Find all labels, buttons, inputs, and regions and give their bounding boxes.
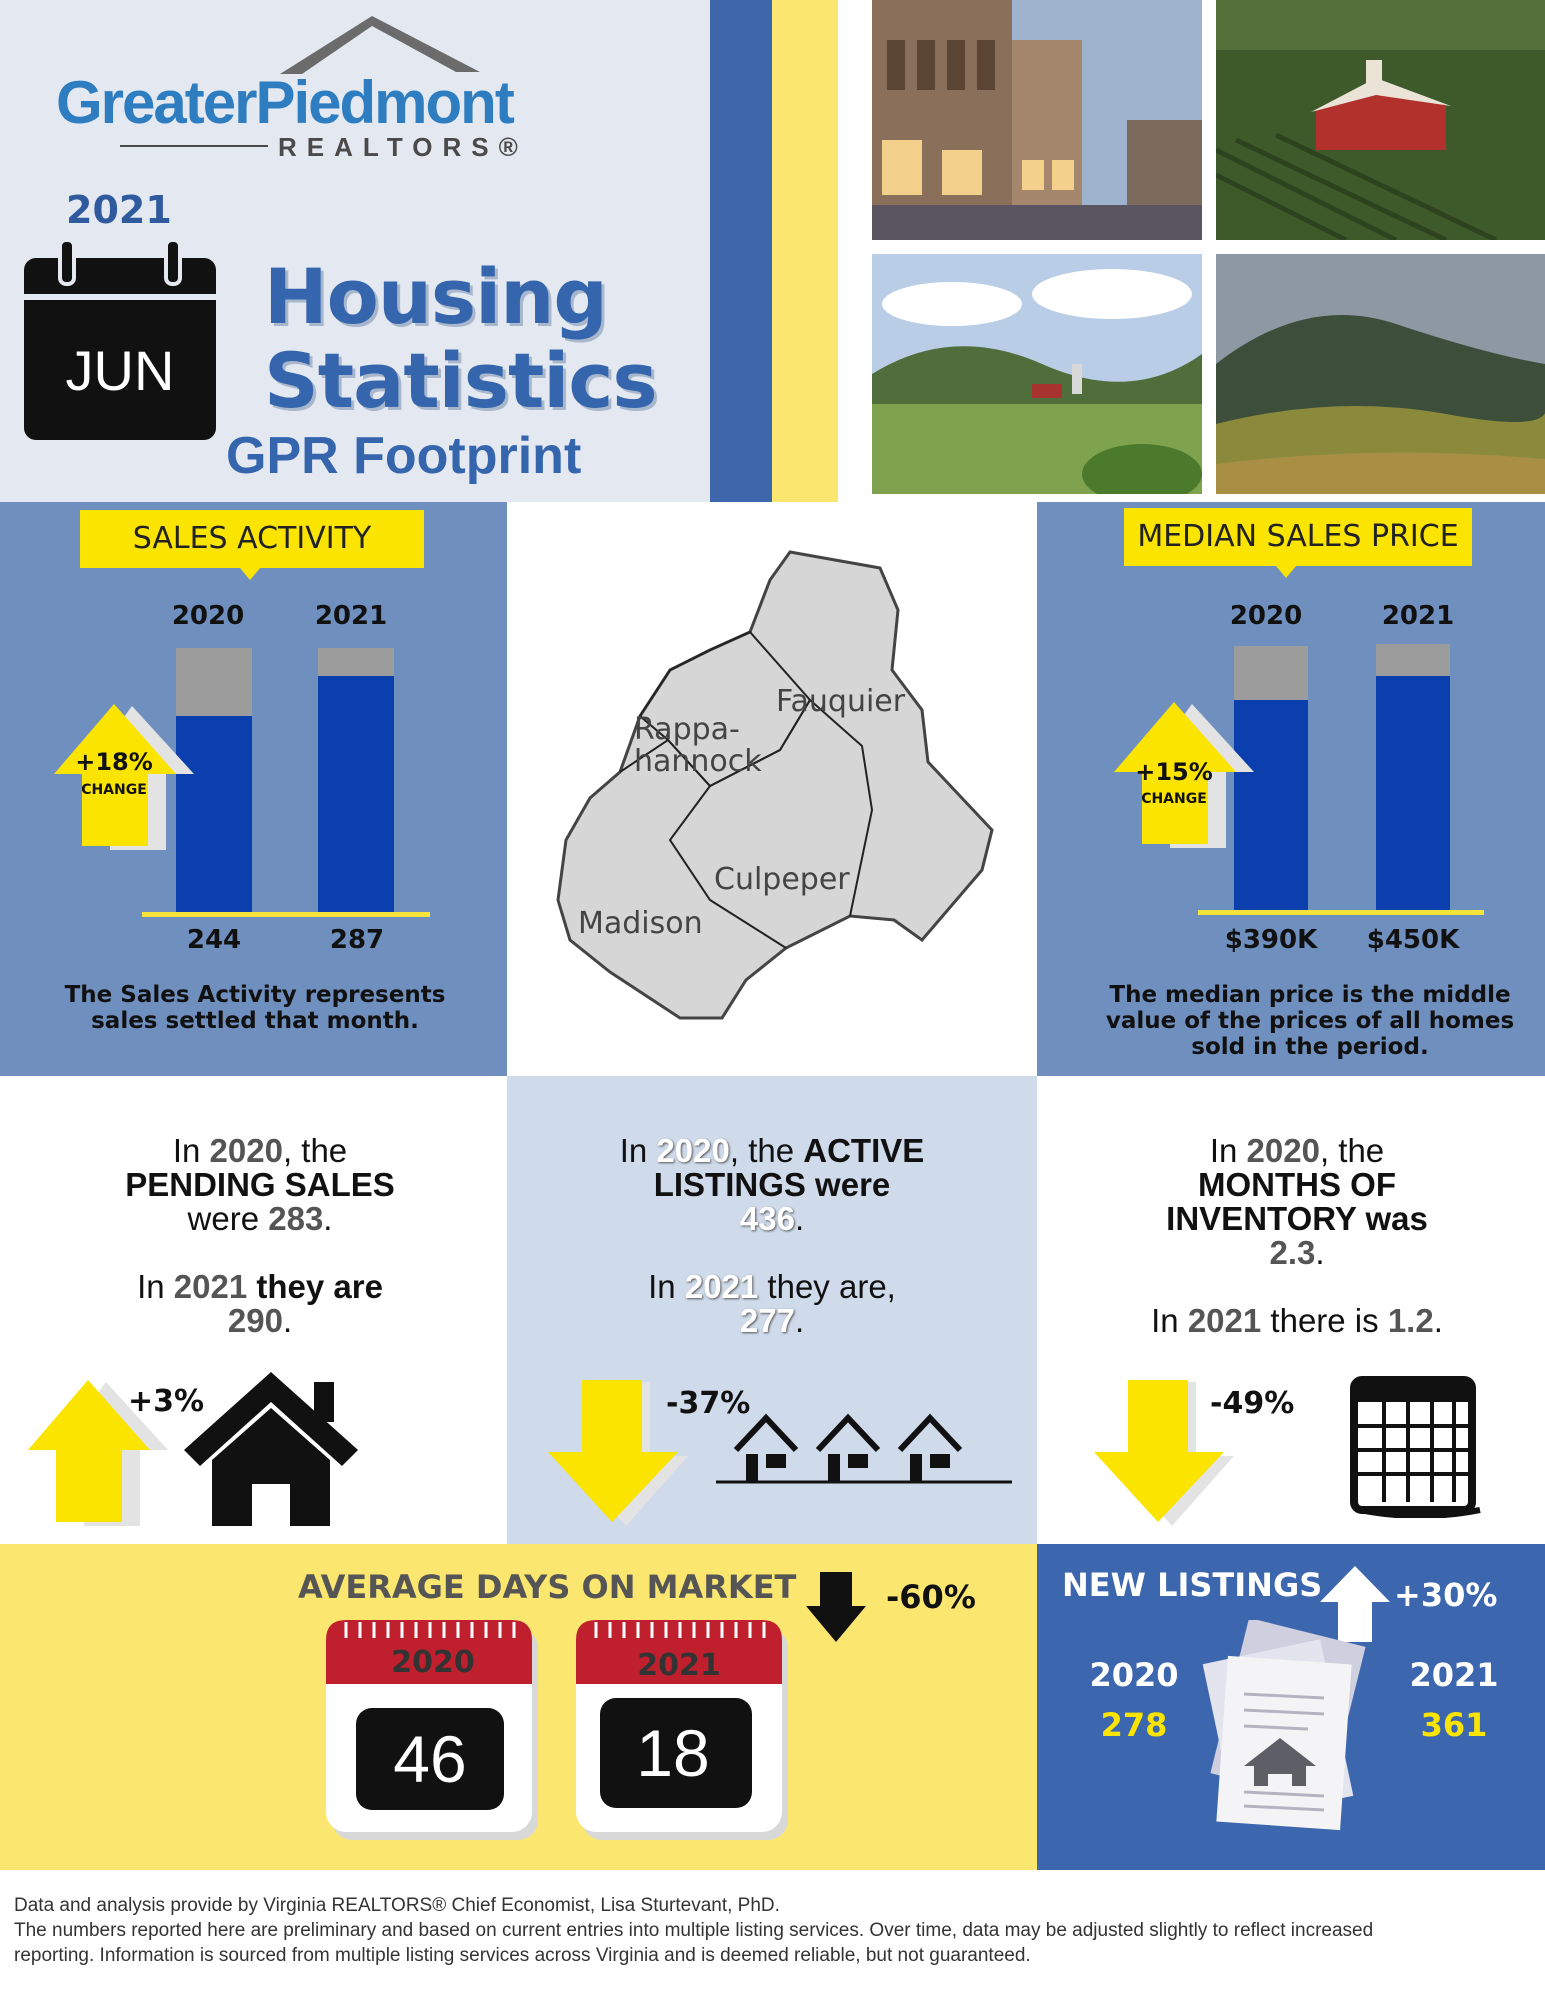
sales-year-2021: 2021 bbox=[314, 601, 388, 631]
inventory-text: In 2020, the MONTHS OF INVENTORY was 2.3. In 2021 there is 1.2. bbox=[1151, 1132, 1443, 1339]
new-listings-year-2020: 2020 bbox=[1089, 1656, 1179, 1694]
photo-valley-farm bbox=[872, 254, 1202, 494]
price-value-2021: $450K bbox=[1366, 925, 1460, 955]
map-label-rappahannock-2: hannock bbox=[634, 744, 762, 779]
price-bar-baseline bbox=[1198, 910, 1484, 915]
active-text: In 2020, the ACTIVE LISTINGS were 436. In 2021 they are, 277. bbox=[619, 1132, 925, 1339]
price-change-label: CHANGE bbox=[1141, 791, 1207, 807]
new-listings-title: NEW LISTINGS bbox=[1062, 1566, 1323, 1604]
dom-change-pct: -60% bbox=[886, 1578, 976, 1616]
footer-disclaimer-1: The numbers reported here are preliminary and based on current entries into multiple listing services. Over time, data may be adjusted slightly to reflect increased bbox=[14, 1920, 1374, 1941]
tag-pointer bbox=[1276, 566, 1296, 578]
new-listings-value-2020: 278 bbox=[1100, 1706, 1168, 1744]
sales-year-2020: 2020 bbox=[171, 601, 245, 631]
county-map bbox=[550, 540, 1000, 1030]
price-bar-2021-cap bbox=[1376, 644, 1450, 676]
sales-bar-baseline bbox=[142, 912, 430, 917]
sales-activity-tag: SALES ACTIVITY bbox=[80, 510, 424, 568]
documents-icon bbox=[1188, 1620, 1374, 1844]
sales-description: The Sales Activity represents sales settled that month. bbox=[64, 982, 446, 1034]
house-roof-icon bbox=[280, 14, 480, 76]
up-arrow-icon bbox=[54, 704, 194, 850]
price-year-2021: 2021 bbox=[1381, 601, 1455, 631]
map-label-fauquier: Fauquier bbox=[776, 684, 906, 719]
sales-value-2021: 287 bbox=[329, 925, 385, 955]
photo-mountains bbox=[1216, 254, 1545, 494]
house-icon bbox=[184, 1372, 358, 1526]
logo-name: GreaterPiedmont bbox=[56, 69, 513, 136]
decor-stripe-blue bbox=[710, 0, 772, 502]
photo-farm-aerial bbox=[1216, 0, 1545, 240]
map-label-rappahannock-1: Rappa- bbox=[634, 712, 740, 747]
price-description: The median price is the middle value of the prices of all homes sold in the period. bbox=[1105, 982, 1515, 1060]
price-bar-2020-cap bbox=[1234, 646, 1308, 700]
logo-divider bbox=[120, 145, 268, 147]
sales-change-pct: +18% bbox=[75, 748, 153, 776]
new-listings-change-pct: +30% bbox=[1394, 1576, 1498, 1614]
pending-text: In 2020, the PENDING SALES were 283. In 2021 they are 290. bbox=[125, 1132, 395, 1339]
new-listings-year-2021: 2021 bbox=[1409, 1656, 1499, 1694]
footer-credit: Data and analysis provide by Virginia REALTORS® Chief Economist, Lisa Sturtevant, PhD. bbox=[14, 1895, 780, 1916]
inventory-change-pct: -49% bbox=[1210, 1386, 1295, 1421]
dom-year-2021: 2021 bbox=[637, 1648, 721, 1683]
title-line-2: Statistics bbox=[264, 336, 657, 425]
logo-subtitle: REALTORS® bbox=[278, 132, 528, 162]
sales-bar-2021 bbox=[318, 676, 394, 914]
price-year-2020: 2020 bbox=[1229, 601, 1303, 631]
footer-disclaimer-2: reporting. Information is sourced from multiple listing services across Virginia and is deemed reliable, but not guaranteed. bbox=[14, 1945, 1031, 1966]
page-subtitle: GPR Footprint bbox=[226, 427, 582, 485]
map-label-culpeper: Culpeper bbox=[714, 862, 850, 897]
active-change-pct: -37% bbox=[666, 1386, 751, 1421]
sales-change-label: CHANGE bbox=[81, 782, 147, 798]
report-month: JUN bbox=[65, 339, 175, 402]
title-line-1: Housing bbox=[264, 252, 607, 341]
price-change-pct: +15% bbox=[1135, 758, 1213, 786]
dom-year-2020: 2020 bbox=[391, 1645, 475, 1680]
sales-bar-2021-cap bbox=[318, 648, 394, 676]
houses-row-icon bbox=[716, 1410, 1012, 1486]
price-bar-2021 bbox=[1376, 676, 1450, 912]
dom-value-2020: 46 bbox=[393, 1722, 467, 1796]
decor-stripe-yellow bbox=[772, 0, 838, 502]
dom-value-2021: 18 bbox=[636, 1716, 710, 1790]
tag-pointer bbox=[240, 568, 260, 580]
median-price-tag: MEDIAN SALES PRICE bbox=[1124, 508, 1472, 566]
sales-value-2020: 244 bbox=[186, 925, 242, 955]
report-year: 2021 bbox=[66, 188, 172, 232]
new-listings-value-2021: 361 bbox=[1420, 1706, 1488, 1744]
dom-title: AVERAGE DAYS ON MARKET bbox=[298, 1568, 797, 1606]
map-label-madison: Madison bbox=[578, 906, 703, 941]
down-arrow-icon bbox=[806, 1572, 866, 1642]
price-value-2020: $390K bbox=[1224, 925, 1318, 955]
pending-change-pct: +3% bbox=[128, 1384, 205, 1419]
calendar-grid-icon bbox=[1350, 1372, 1484, 1518]
photo-town-street bbox=[872, 0, 1202, 240]
